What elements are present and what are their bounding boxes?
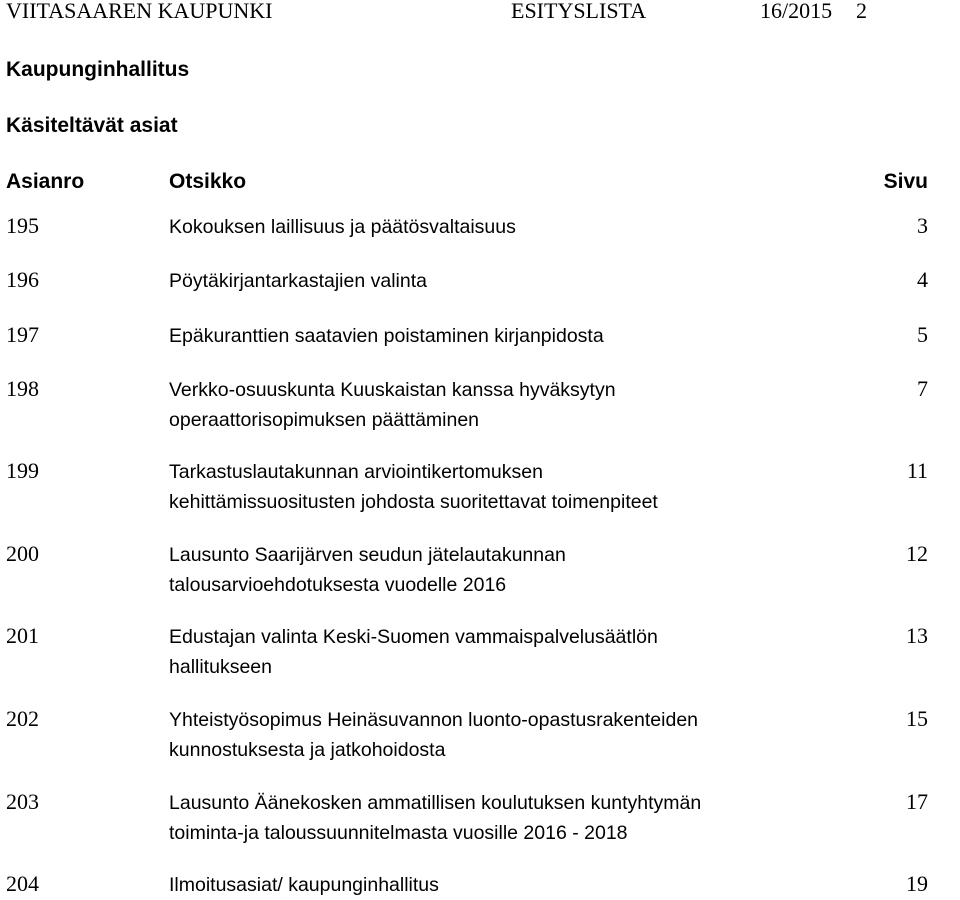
item-title-line: Edustajan valinta Keski-Suomen vammaispalvelusäätlön bbox=[169, 626, 658, 648]
item-number: 199 bbox=[6, 458, 39, 483]
item-page: 5 bbox=[917, 322, 928, 347]
item-number: 195 bbox=[6, 213, 39, 238]
item-title bbox=[169, 870, 769, 900]
column-header-page: Sivu bbox=[883, 170, 928, 193]
item-page: 13 bbox=[906, 623, 928, 648]
item-title bbox=[169, 457, 769, 517]
item-title-line: operaattorisopimuksen päättäminen bbox=[169, 409, 480, 431]
header-meeting-number: 16/2015 bbox=[760, 0, 833, 23]
item-title bbox=[169, 788, 769, 848]
item-number: 204 bbox=[6, 871, 39, 896]
item-title-line: toiminta-ja taloussuunnitelmasta vuosille 2016 - 2018 bbox=[169, 822, 628, 844]
item-title bbox=[169, 375, 769, 435]
item-title-line: Kokouksen laillisuus ja päätösvaltaisuus bbox=[169, 216, 516, 238]
item-title-line: Lausunto Saarijärven seudun jätelautakunnan bbox=[169, 544, 566, 566]
section-title: Käsiteltävät asiat bbox=[6, 114, 178, 137]
item-title-line: kunnostuksesta ja jatkohoidosta bbox=[169, 739, 446, 761]
item-page: 4 bbox=[917, 267, 928, 292]
item-page: 19 bbox=[906, 871, 928, 896]
item-title-line: Lausunto Äänekosken ammatillisen koulutuksen kuntyhtymän bbox=[169, 792, 702, 814]
item-number: 200 bbox=[6, 541, 39, 566]
item-title-line: Tarkastuslautakunnan arviointikertomuksen bbox=[169, 461, 543, 483]
item-title bbox=[169, 321, 769, 351]
column-header-number: Asianro bbox=[6, 170, 85, 193]
item-page: 7 bbox=[917, 376, 928, 401]
item-page: 3 bbox=[917, 213, 928, 238]
item-number: 197 bbox=[6, 322, 39, 347]
item-page: 15 bbox=[906, 706, 928, 731]
item-title-line: Yhteistyösopimus Heinäsuvannon luonto-opastusrakenteiden bbox=[169, 709, 699, 731]
item-title bbox=[169, 266, 769, 296]
item-number: 203 bbox=[6, 789, 39, 814]
item-title-line: kehittämissuositusten johdosta suoritettavat toimenpiteet bbox=[169, 491, 658, 513]
item-page: 12 bbox=[906, 541, 928, 566]
body-title: Kaupunginhallitus bbox=[6, 58, 190, 81]
item-page: 11 bbox=[906, 458, 928, 483]
item-title-line: hallitukseen bbox=[169, 656, 272, 678]
header-document-type: ESITYSLISTA bbox=[511, 0, 647, 23]
item-page: 17 bbox=[906, 789, 928, 814]
item-title-line: Ilmoitusasiat/ kaupunginhallitus bbox=[169, 874, 439, 896]
item-number: 202 bbox=[6, 706, 39, 731]
item-title bbox=[169, 705, 769, 765]
item-title-line: talousarvioehdotuksesta vuodelle 2016 bbox=[169, 574, 507, 596]
item-title-line: Verkko-osuuskunta Kuuskaistan kanssa hyväksytyn bbox=[169, 379, 616, 401]
item-title bbox=[169, 540, 769, 600]
item-title bbox=[169, 212, 769, 242]
header-page-number: 2 bbox=[856, 0, 867, 23]
item-title-line: Pöytäkirjantarkastajien valinta bbox=[169, 270, 427, 292]
item-number: 201 bbox=[6, 623, 39, 648]
item-title bbox=[169, 622, 769, 682]
column-header-title: Otsikko bbox=[169, 170, 247, 193]
header-organization: VIITASAAREN KAUPUNKI bbox=[6, 0, 273, 23]
item-title-line: Epäkuranttien saatavien poistaminen kirjanpidosta bbox=[169, 325, 604, 347]
item-number: 198 bbox=[6, 376, 39, 401]
item-number: 196 bbox=[6, 267, 39, 292]
